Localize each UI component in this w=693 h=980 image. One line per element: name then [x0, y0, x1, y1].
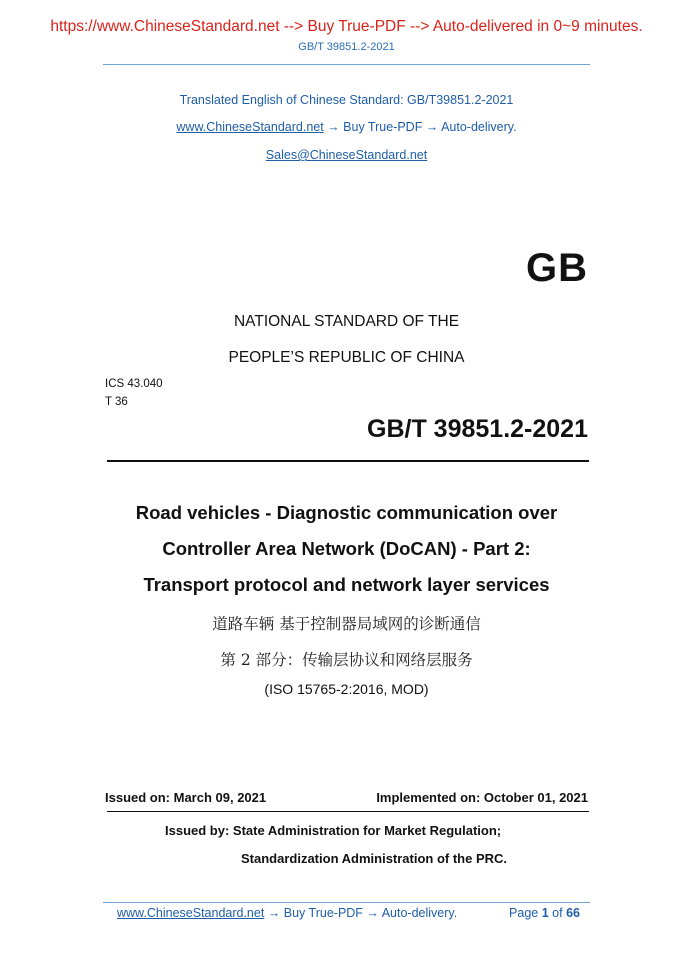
issued-by-line-2: Standardization Administration of the PRC.	[241, 851, 508, 866]
national-line-2: PEOPLE’S REPUBLIC OF CHINA	[228, 349, 465, 366]
footer-site-suffix: → Buy True-PDF → Auto-delivery.	[264, 906, 458, 920]
t-code: T 36	[105, 396, 128, 408]
site-suffix: → Buy True-PDF → Auto-delivery.	[323, 120, 517, 134]
standard-number: GB/T 39851.2-2021	[367, 415, 588, 443]
national-line-1: NATIONAL STANDARD OF THE	[233, 313, 460, 330]
title-en-line-1: Road vehicles - Diagnostic communication over	[135, 502, 558, 523]
number-divider	[107, 460, 589, 462]
site-line	[0, 120, 693, 134]
footer-site-link[interactable]: www.ChineseStandard.net	[117, 906, 265, 920]
title-en-line-3: Transport protocol and network layer services	[143, 574, 550, 595]
gb-mark: GB	[526, 246, 588, 290]
issued-on-date: Issued on: March 09, 2021	[105, 790, 267, 805]
page-total: 66	[566, 906, 580, 920]
page-label: Page	[509, 906, 539, 920]
implemented-on-date: Implemented on: October 01, 2021	[376, 790, 588, 805]
site-link[interactable]: www.ChineseStandard.net	[176, 120, 324, 134]
title-en-line-2: Controller Area Network (DoCAN) - Part 2:	[162, 538, 531, 559]
page-of-label: of	[552, 906, 563, 920]
email-line	[0, 148, 693, 162]
title-cn-line-2: 第 2 部分：传输层协议和网络层服务	[220, 651, 473, 669]
header-divider	[103, 64, 590, 65]
translated-line: Translated English of Chinese Standard: GB/T39851.2-2021	[179, 93, 514, 107]
dates-divider	[107, 811, 589, 812]
footer-divider	[103, 902, 590, 903]
page-current: 1	[541, 906, 549, 920]
footer-site-line	[117, 906, 457, 920]
top-banner[interactable]: https://www.ChineseStandard.net --> Buy True-PDF --> Auto-delivered in 0~9 minutes.	[50, 18, 643, 35]
page-indicator	[509, 906, 580, 920]
iso-reference: (ISO 15765-2:2016, MOD)	[264, 681, 429, 697]
header-standard-code: GB/T 39851.2-2021	[298, 41, 395, 53]
ics-code: ICS 43.040	[105, 378, 163, 390]
title-cn-line-1: 道路车辆 基于控制器局域网的诊断通信	[212, 615, 481, 633]
issued-by-line-1: Issued by: State Administration for Market Regulation;	[165, 823, 502, 838]
email-link[interactable]: Sales@ChineseStandard.net	[265, 148, 428, 162]
